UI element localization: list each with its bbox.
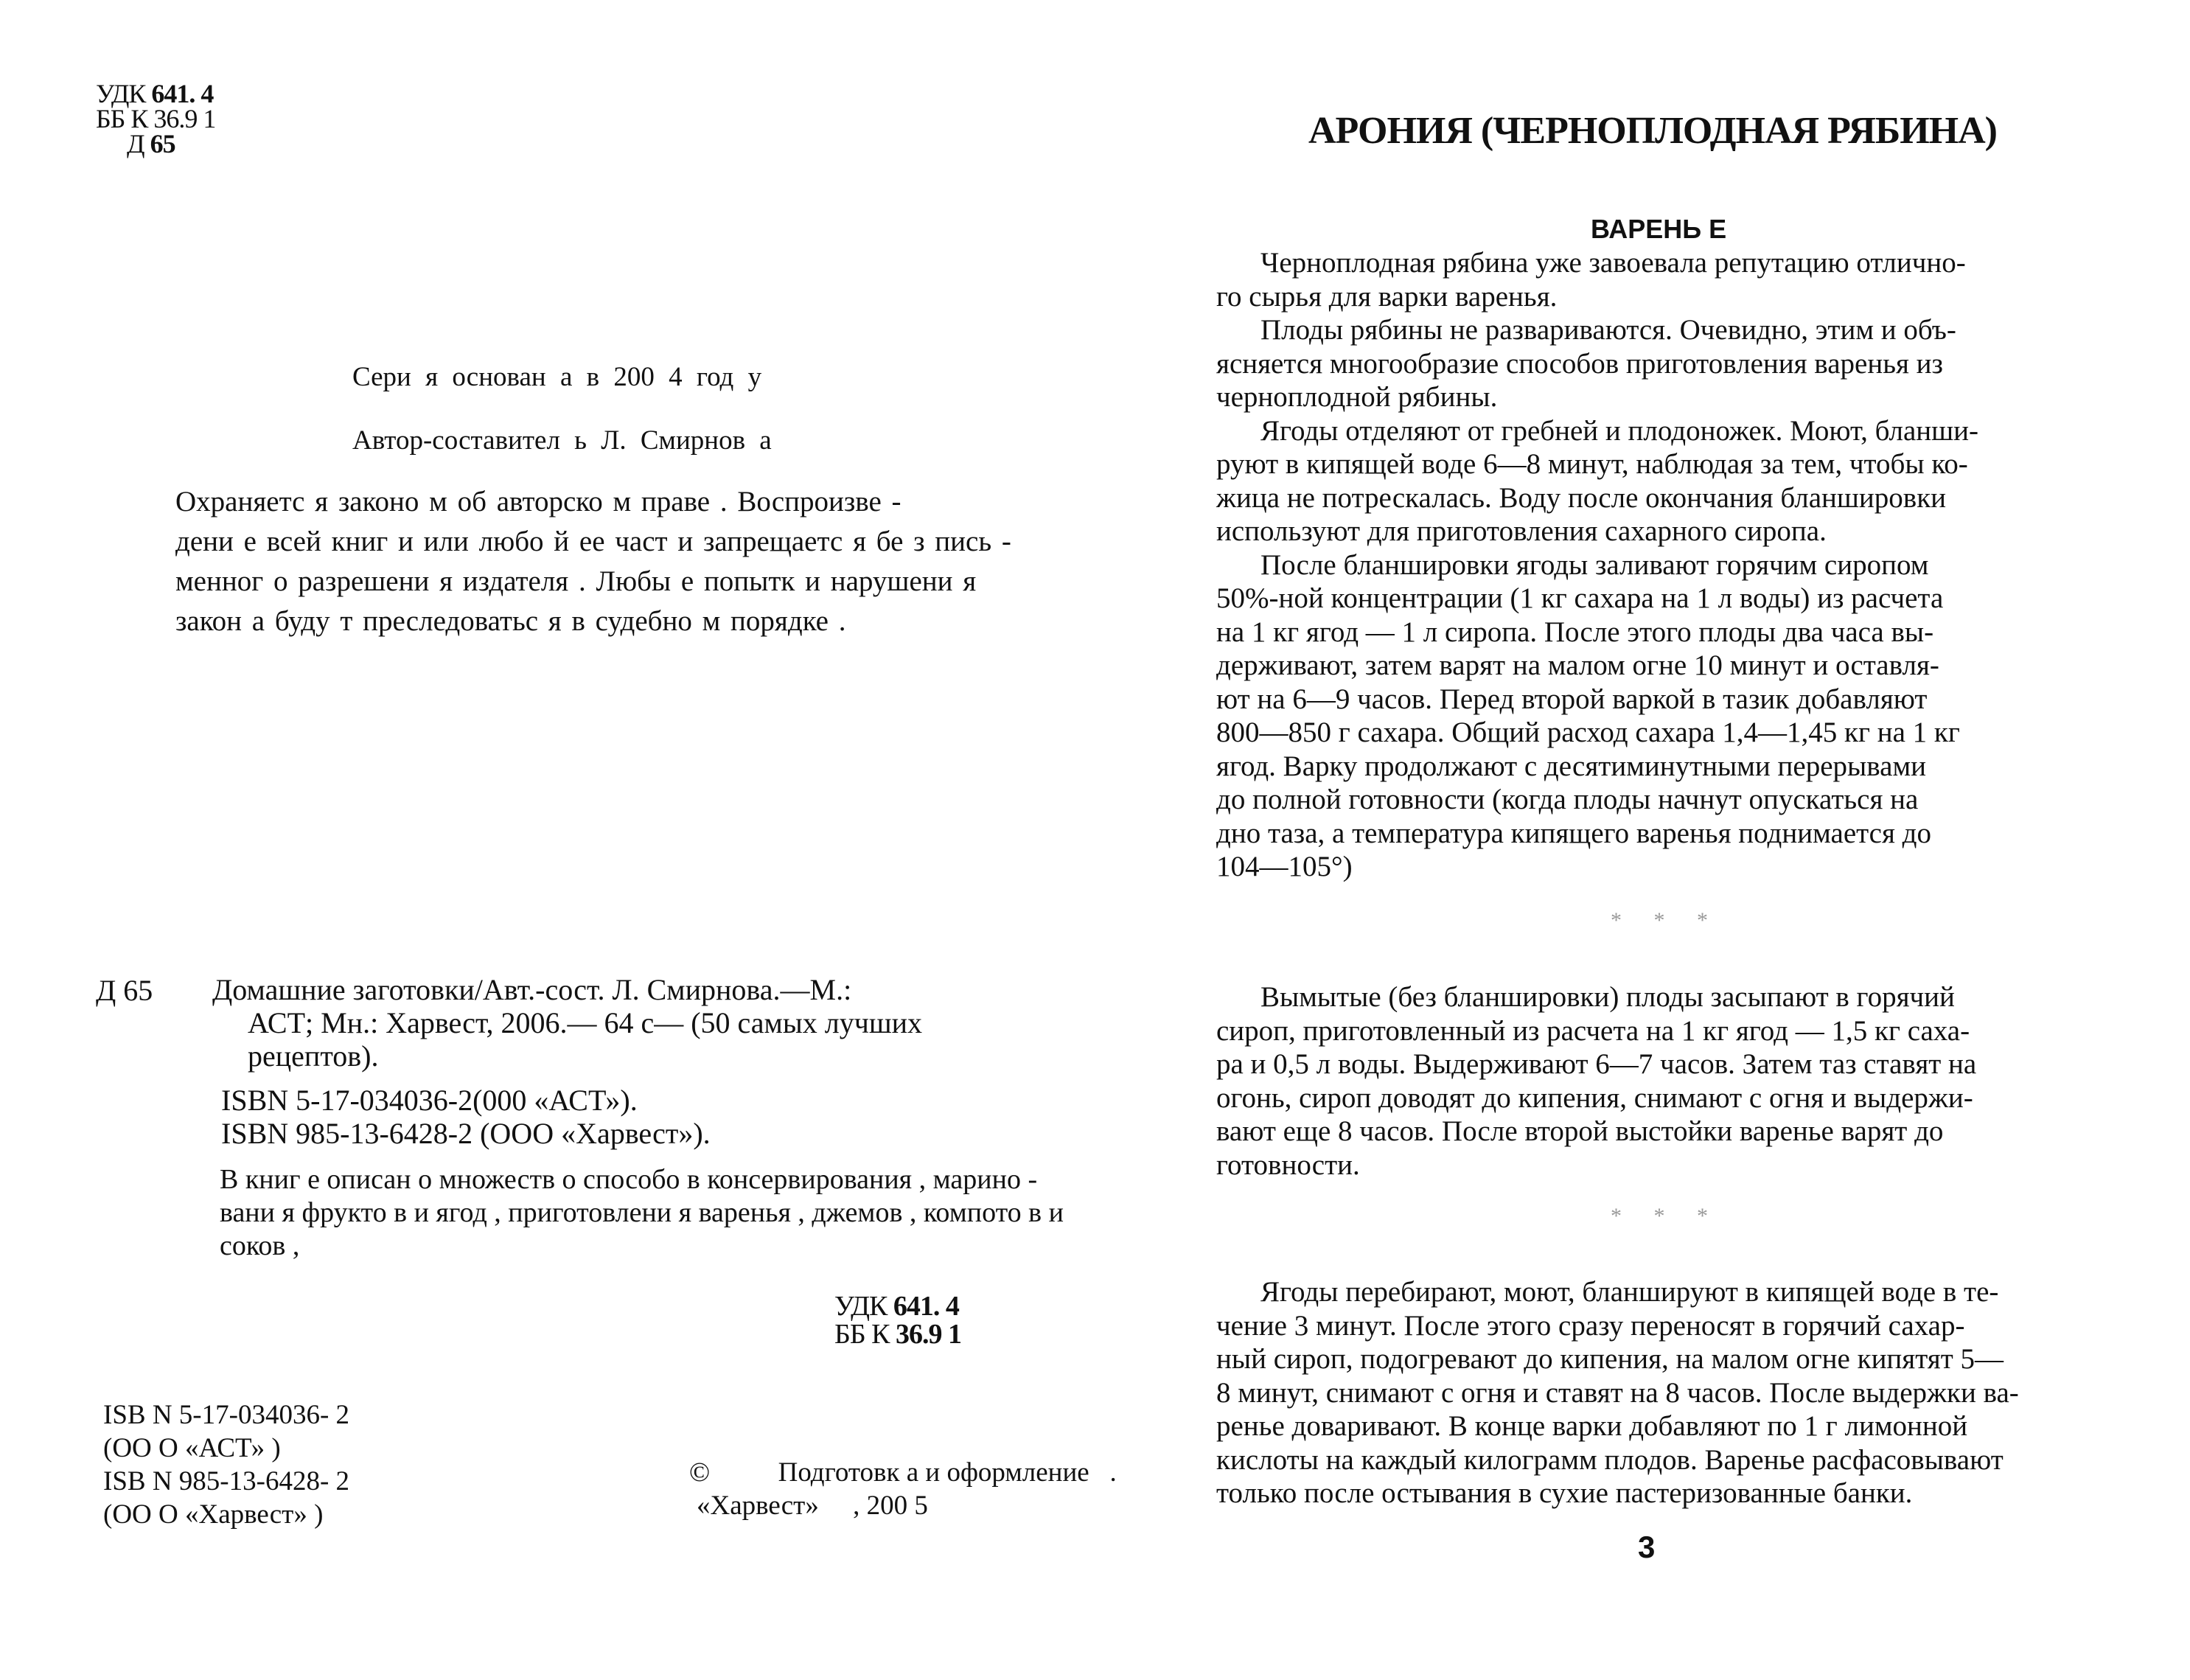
text-line: только после остывания в сухие пастеризованные банки. [1216, 1477, 1913, 1509]
catalog-description-line: Домашние заготовки/Авт.-сост. Л. Смирнова.—М.: [212, 973, 852, 1006]
annotation-line: В книг е описан о множеств о способо в консервирования , марино - [220, 1164, 1038, 1195]
bbk-line: ББ К 36.9 1 [834, 1319, 961, 1350]
text-line: 800—850 г сахара. Общий расход сахара 1,4—1,45 кг на 1 кг [1216, 717, 1960, 748]
isbn-line: ISBN 5-17-034036-2(000 «АСТ»). [221, 1084, 638, 1117]
preparation-credit [689, 1456, 1117, 1522]
isbn-line: (ОО О «Харвест» ) [103, 1499, 324, 1530]
isbn-line: ISB N 5-17-034036- 2 [103, 1400, 350, 1430]
text-line: кислоты на каждый килограмм плодов. Варенье расфасовывают [1216, 1443, 2004, 1476]
text-line: 50%-ной концентрации (1 кг сахара на 1 л воды) из расчета [1216, 582, 1944, 614]
catalog-description [212, 973, 964, 1073]
text-line: огонь, сироп доводят до кипения, снимают с огня и выдержи- [1216, 1081, 1973, 1114]
recipe-section-1 [1216, 246, 2086, 884]
preparation-line: © Подготовк а и оформление . [689, 1457, 1117, 1488]
udk-line: УДК 641. 4 [96, 79, 214, 108]
text-line: используют для приготовления сахарного сиропа. [1216, 515, 1827, 547]
copyright-line: закон а буду т преследоватьс я в судебно м порядке . [175, 605, 846, 637]
text-line: держивают, затем варят на малом огне 10 минут и оставля- [1216, 649, 1939, 681]
text-line: готовности. [1216, 1149, 1360, 1181]
catalog-description-line: АСТ; Мн.: Харвест, 2006.— 64 с— (50 самых лучших [248, 1006, 923, 1039]
copyright-notice [175, 482, 1016, 641]
copyright-line: Охраняетс я законо м об авторско м праве . Воспроизве - [175, 486, 902, 517]
text-line: до полной готовности (когда плоды начнут опускаться на [1216, 784, 1919, 815]
text-line: Вымытые (без бланшировки) плоды засыпают в горячий [1260, 981, 1955, 1013]
udk-line: УДК 641. 4 [834, 1291, 959, 1322]
isbn-line: ISBN 985-13-6428-2 (ООО «Харвест»). [221, 1117, 711, 1150]
text-line: ный сироп, подогревают до кипения, на малом огне кипятят 5— [1216, 1343, 2004, 1375]
catalog-annotation [220, 1163, 1156, 1263]
udk-footer [834, 1292, 961, 1348]
author-note: Автор-составител ь Л. Смирнов а [352, 425, 772, 456]
preparation-line: «Харвест» , 200 5 [697, 1491, 928, 1521]
text-line: чение 3 минут. После этого сразу переносят в горячий сахар- [1216, 1309, 1965, 1342]
catalog-code-line: Д 65 [127, 129, 175, 158]
text-line: Ягоды отделяют от гребней и плодоножек. Моют, бланши- [1260, 414, 1979, 447]
bbk-line: ББ К 36.9 1 [96, 104, 216, 133]
isbn-line: (ОО О «АСТ» ) [103, 1433, 281, 1463]
copyright-line: дени е всей книг и или любо й ее част и запрещаетс я бе з пись - [175, 526, 1011, 557]
text-line: черноплодной рябины. [1216, 381, 1498, 413]
text-line: Ягоды перебирают, моют, бланшируют в кипящей воде в те- [1260, 1276, 1999, 1308]
text-line: ягод. Варку продолжают с десятиминутными перерывами [1216, 750, 1927, 782]
text-line: на 1 кг ягод — 1 л сиропа. После этого плоды два часа вы- [1216, 616, 1934, 648]
section-separator: * * * [1611, 908, 1721, 933]
text-line: ра и 0,5 л воды. Выдерживают 6—7 часов. Затем таз ставят на [1216, 1048, 1977, 1080]
text-line: жица не потрескалась. Воду после окончания бланшировки [1216, 481, 1947, 514]
text-line: сироп, приготовленный из расчета на 1 кг ягод — 1,5 кг саха- [1216, 1014, 1970, 1047]
section-separator: * * * [1611, 1204, 1721, 1228]
text-line: вают еще 8 часов. После второй выстойки варенье варят до [1216, 1115, 1944, 1147]
page-title: АРОНИЯ (ЧЕРНОПЛОДНАЯ РЯБИНА) [1308, 110, 1997, 152]
text-line: ясняется многообразие способов приготовления варенья из [1216, 347, 1943, 380]
catalog-description-line: рецептов). [248, 1039, 379, 1073]
isbn-line: ISB N 985-13-6428- 2 [103, 1466, 350, 1496]
text-line: ют на 6—9 часов. Перед второй варкой в тазик добавляют [1216, 683, 1928, 715]
page-number: 3 [1638, 1530, 1656, 1564]
isbn-list [103, 1398, 349, 1531]
catalog-isbn [221, 1084, 711, 1150]
text-line: После бланшировки ягоды заливают горячим сиропом [1260, 548, 1929, 581]
text-line: дно таза, а температура кипящего варенья поднимается до [1216, 817, 1932, 849]
text-line: ренье доваривают. В конце варки добавляют по 1 г лимонной [1216, 1410, 1968, 1442]
text-line: Черноплодная рябина уже завоевала репутацию отлично- [1260, 247, 1966, 279]
recipe-section-2 [1216, 980, 2086, 1182]
text-line: го сырья для варки варенья. [1216, 280, 1558, 313]
annotation-line: вани я фрукто в и ягод , приготовлени я варенья , джемов , компото в и [220, 1197, 1064, 1228]
series-note: Сери я основан а в 200 4 год у [352, 362, 762, 392]
text-line: Плоды рябины не развариваются. Очевидно, этим и объ- [1260, 314, 1956, 346]
copyright-line: менног о разрешени я издателя . Любы е попытк и нарушени я [175, 565, 977, 597]
text-line: 104—105°) [1216, 851, 1353, 882]
text-line: руют в кипящей воде 6—8 минут, наблюдая за тем, чтобы ко- [1216, 448, 1968, 480]
text-line: 8 минут, снимают с огня и ставят на 8 часов. После выдержки ва- [1216, 1376, 2019, 1409]
recipe-section-3 [1216, 1275, 2086, 1510]
catalog-code: Д 65 [96, 974, 153, 1007]
section-heading: ВАРЕНЬ Е [1591, 214, 1727, 244]
udk-header [96, 81, 215, 156]
annotation-line: соков , [220, 1230, 300, 1261]
